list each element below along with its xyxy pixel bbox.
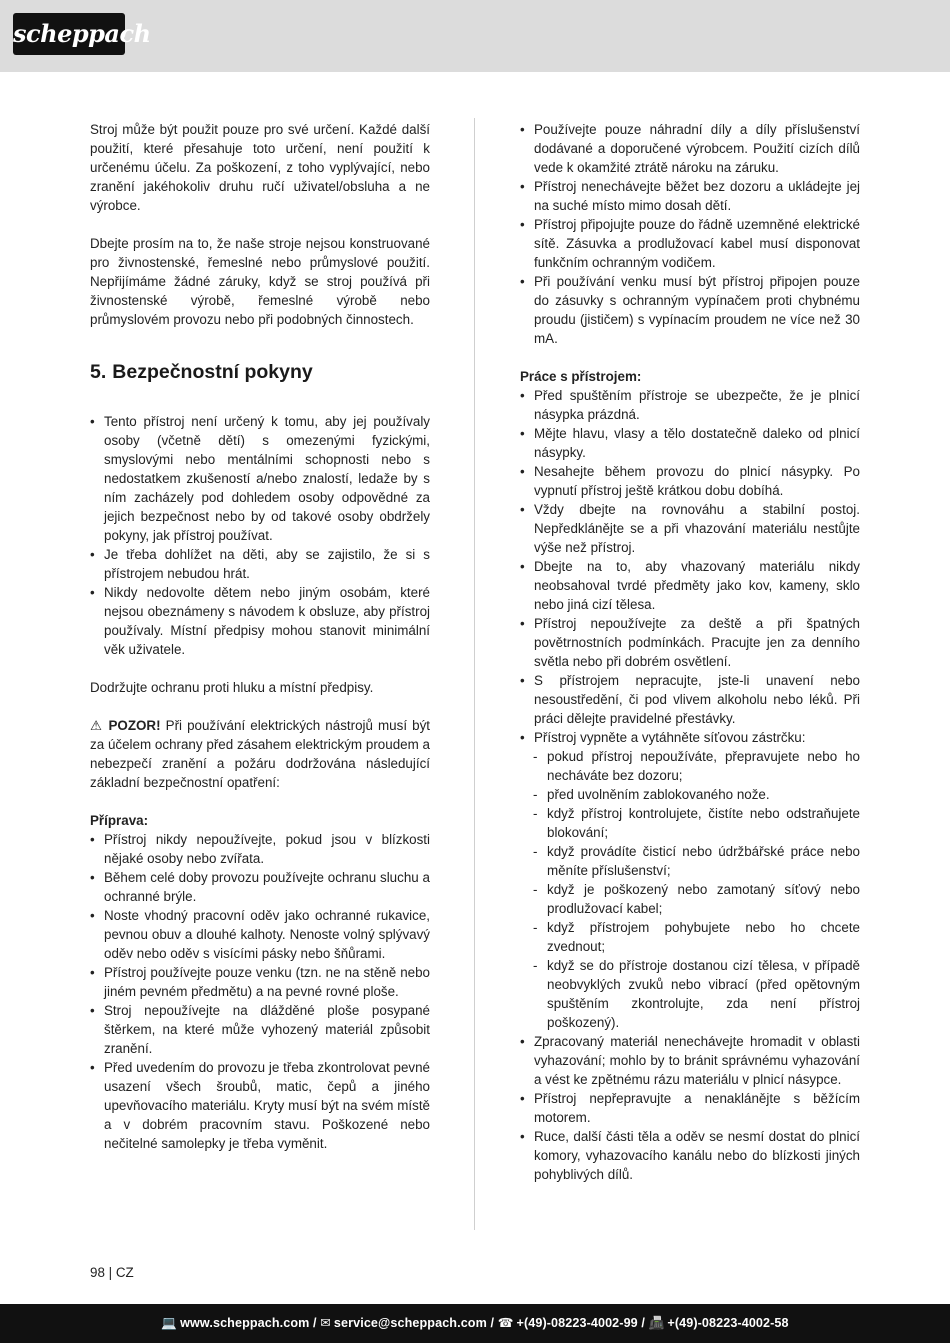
unplug-conditions-list xyxy=(520,747,860,1032)
list-item: • Přístroj nikdy nepoužívejte, pokud jsou v blízkosti nějaké osoby nebo zvířata. xyxy=(90,830,430,868)
fax-icon: 📠 xyxy=(648,1316,665,1330)
footer-email-link[interactable]: service@scheppach.com xyxy=(333,1316,487,1330)
brand-logo: scheppach xyxy=(13,13,125,55)
list-item: • S přístrojem nepracujte, jste-li unavení nebo nesoustředění, či pod vlivem alkoholu nebo léků. Při práci dělejte pravidelné přestávky. xyxy=(520,671,860,728)
list-item: • Před spuštěním přístroje se ubezpečte, že je plnicí násypka prázdná. xyxy=(520,386,860,424)
list-item: • Nesahejte během provozu do plnicí násypky. Po vypnutí přístroj ještě krátkou dobu dobíhá. xyxy=(520,462,860,500)
column-divider xyxy=(474,118,475,1230)
warning-label: ⚠ POZOR! xyxy=(90,718,161,733)
list-item-text: Přístroj vypněte a vytáhněte síťovou zástrčku: xyxy=(534,730,806,745)
list-item: • Zpracovaný materiál nenechávejte hromadit v oblasti vyhazování; mohlo by to bránit správnému vyhazování a vést ke zpětnému rázu materiálu v plnicí násypce. xyxy=(520,1032,860,1089)
contact-footer xyxy=(0,1304,950,1343)
list-item: • Tento přístroj není určený k tomu, aby jej používaly osoby (včetně dětí) s omezenými fyzickými, smyslovými nebo mentálními schopnosti nebo s nedostatkem zkušeností a/nebo znalostí, ledaže by s ním zacházely pod dohledem osoby odpovědné za jejich bezpečnost nebo by od takové osoby obdržely pokyny, jak přístroj používat. xyxy=(90,412,430,545)
list-item: • Stroj nepoužívejte na dlážděné ploše posypané štěrkem, na které může vyhozený materiál způsobit zranění. xyxy=(90,1001,430,1058)
page-language: CZ xyxy=(115,1265,134,1280)
section-number: 5. xyxy=(90,361,107,383)
paragraph-noise: Dodržujte ochranu proti hluku a místní předpisy. xyxy=(90,680,374,695)
page-header xyxy=(0,0,950,72)
dash-item: - když přístroj kontrolujete, čistíte nebo odstraňujete blokování; xyxy=(520,804,860,842)
dash-item: - pokud přístroj nepoužíváte, přepravujete nebo ho necháváte bez dozoru; xyxy=(520,747,860,785)
mail-icon: ✉ xyxy=(320,1316,331,1330)
list-item: • Vždy dbejte na rovnováhu a stabilní postoj. Nepředklánějte se a při vhazování materiálu nestůjte výše než přístroj. xyxy=(520,500,860,557)
list-item: • Při používání venku musí být přístroj připojen pouze do zásuvky s ochranným vypínačem proti chybnému proudu (jističem) s vypínacím proudem ne více než 30 mA. xyxy=(520,272,860,348)
footer-separator: / xyxy=(637,1316,649,1330)
warning-paragraph xyxy=(90,716,430,792)
paragraph-intended-use: Stroj může být použit pouze pro své určení. Každé další použití, které přesahuje toto určení, není použití k určenému účelu. Za poškození, z toho vyplývající, nebo zranění jakéhokoliv druhu ručí uživatel/obsluha a ne výrobce. xyxy=(90,122,430,213)
list-item: • Je třeba dohlížet na děti, aby se zajistilo, že si s přístrojem nebudou hrát. xyxy=(90,545,430,583)
list-item: • Přístroj nepoužívejte za deště a při špatných povětrnostních podmínkách. Pracujte jen za denního světla nebo při dobrém osvětlení. xyxy=(520,614,860,671)
list-item: • Přístroj nepřepravujte a nenaklánějte s běžícím motorem. xyxy=(520,1089,860,1127)
computer-icon: 💻 xyxy=(161,1316,178,1330)
list-item: • Dbejte na to, aby vhazovaný materiálu nikdy neobsahoval tvrdé předměty jako kov, kameny, sklo nebo jiná cizí tělesa. xyxy=(520,557,860,614)
electrical-list xyxy=(520,120,860,348)
list-item: • Před uvedením do provozu je třeba zkontrolovat pevné usazení všech šroubů, matic, čepů a jiného upevňovacího materiálu. Kryty musí být na svém místě a v dobrém pracovním stavu. Poškozené nebo nečitelné samolepky je třeba vyměnit. xyxy=(90,1058,430,1153)
work-list xyxy=(520,386,860,747)
preparation-list xyxy=(90,830,430,1153)
section-heading xyxy=(90,359,430,385)
subheading-work: Práce s přístrojem: xyxy=(520,369,642,384)
footer-separator: / xyxy=(486,1316,498,1330)
warning-text: Při používání elektrických nástrojů musí být za účelem ochrany před zásahem elektrickým proudem a nebezpečí zranění a požáru dodržována následující základní bezpečnostní opatření: xyxy=(90,718,430,790)
page-number-separator: | xyxy=(104,1265,116,1280)
list-item: • Přístroj nenechávejte běžet bez dozoru a ukládejte jej na suché místo mimo dosah dětí. xyxy=(520,177,860,215)
dash-item: - před uvolněním zablokovaného nože. xyxy=(520,785,860,804)
footer-website-link[interactable]: www.scheppach.com xyxy=(180,1316,310,1330)
list-item: • Přístroj připojujte pouze do řádně uzemněné elektrické sítě. Zásuvka a prodlužovací kabel musí disponovat funkčním ochranným vodičem. xyxy=(520,215,860,272)
dash-item: - když je poškozený nebo zamotaný síťový nebo prodlužovací kabel; xyxy=(520,880,860,918)
subheading-preparation: Příprava: xyxy=(90,813,149,828)
paragraph-commercial-use: Dbejte prosím na to, že naše stroje nejsou konstruované pro živnostenské, řemeslné nebo průmyslové použití. Nepřijímáme žádné záruky, když se stroj používá při živnostenské výrobě, řemeslné výrobě nebo průmyslovém provozu nebo při podobných činnostech. xyxy=(90,236,430,327)
safety-list xyxy=(90,412,430,659)
work-list-continued xyxy=(520,1032,860,1184)
footer-phone[interactable]: +(49)-08223-4002-99 xyxy=(516,1316,638,1330)
footer-fax: +(49)-08223-4002-58 xyxy=(667,1316,789,1330)
dash-item: - když přístrojem pohybujete nebo ho chcete zvednout; xyxy=(520,918,860,956)
dash-item: - když se do přístroje dostanou cizí tělesa, v případě neobvyklých zvuků nebo vibrací (před opětovným spuštěním zkontrolujte, zda není přístroj poškozený). xyxy=(520,956,860,1032)
section-title: Bezpečnostní pokyny xyxy=(112,361,313,383)
left-column xyxy=(90,120,430,1153)
list-item xyxy=(520,728,860,747)
list-item: • Mějte hlavu, vlasy a tělo dostatečně daleko od plnicí násypky. xyxy=(520,424,860,462)
phone-icon: ☎ xyxy=(497,1316,514,1330)
list-item: • Noste vhodný pracovní oděv jako ochranné rukavice, pevnou obuv a dlouhé kalhoty. Nenoste volný splývavý oděv nebo oděv s visícími pásky nebo šňůrami. xyxy=(90,906,430,963)
page-number xyxy=(90,1265,134,1280)
footer-separator: / xyxy=(309,1316,321,1330)
list-item: • Přístroj používejte pouze venku (tzn. ne na stěně nebo jiném pevném předmětu) a na pevné rovné ploše. xyxy=(90,963,430,1001)
list-item: • Ruce, další části těla a oděv se nesmí dostat do plnicí komory, vyhazovacího kanálu nebo do blízkosti jiných pohyblivých dílů. xyxy=(520,1127,860,1184)
list-item: • Nikdy nedovolte dětem nebo jiným osobám, které nejsou obeznámeny s návodem k obsluze, aby přístroj používaly. Místní předpisy mohou stanovit minimální věk uživatele. xyxy=(90,583,430,659)
list-item: • Používejte pouze náhradní díly a díly příslušenství dodávané a doporučené výrobcem. Použití cizích dílů vede k okamžité ztrátě nároku na záruku. xyxy=(520,120,860,177)
page-number-value: 98 xyxy=(90,1265,105,1280)
list-item: • Během celé doby provozu používejte ochranu sluchu a ochranné brýle. xyxy=(90,868,430,906)
dash-item: - když provádíte čisticí nebo údržbářské práce nebo měníte příslušenství; xyxy=(520,842,860,880)
right-column xyxy=(520,120,860,1184)
